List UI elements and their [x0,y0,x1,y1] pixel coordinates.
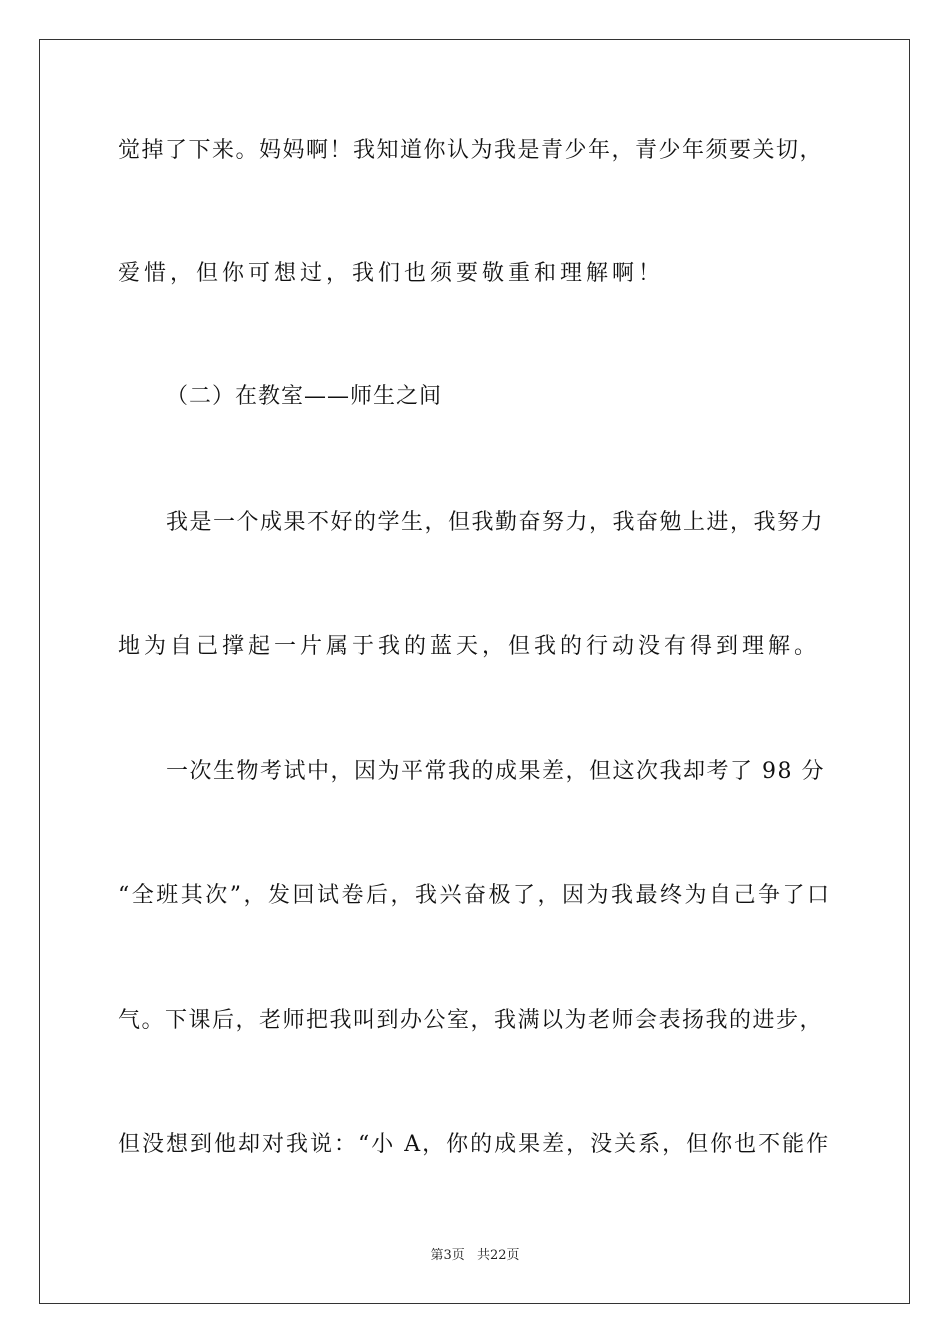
body-line-4: 地为自己撑起一片属于我的蓝天，但我的行动没有得到理解。 [118,634,821,659]
body-line-7: 气。下课后，老师把我叫到办公室，我满以为老师会表扬我的进步， [118,1008,824,1033]
page-number: 第3页 [430,1248,465,1263]
body-line-2: 爱惜，但你可想过，我们也须要敬重和理解啊！ [118,261,665,286]
body-line-1: 觉掉了下来。妈妈啊！我知道你认为我是青少年，青少年须要关切， [118,138,824,163]
total-pages: 共22页 [476,1248,520,1263]
page-footer [0,1247,950,1265]
body-line-6: “全班其次”，发回试卷后，我兴奋极了，因为我最终为自己争了口 [118,883,832,908]
page-frame [39,39,910,1304]
body-line-8: 但没想到他却对我说：“小 A，你的成果差，没关系，但你也不能作 [118,1132,831,1157]
body-line-5: 一次生物考试中，因为平常我的成果差，但这次我却考了 98 分 [166,759,825,784]
body-line-3: 我是一个成果不好的学生，但我勤奋努力，我奋勉上进，我努力 [166,510,825,535]
section-heading: （二）在教室——师生之间 [166,384,443,409]
